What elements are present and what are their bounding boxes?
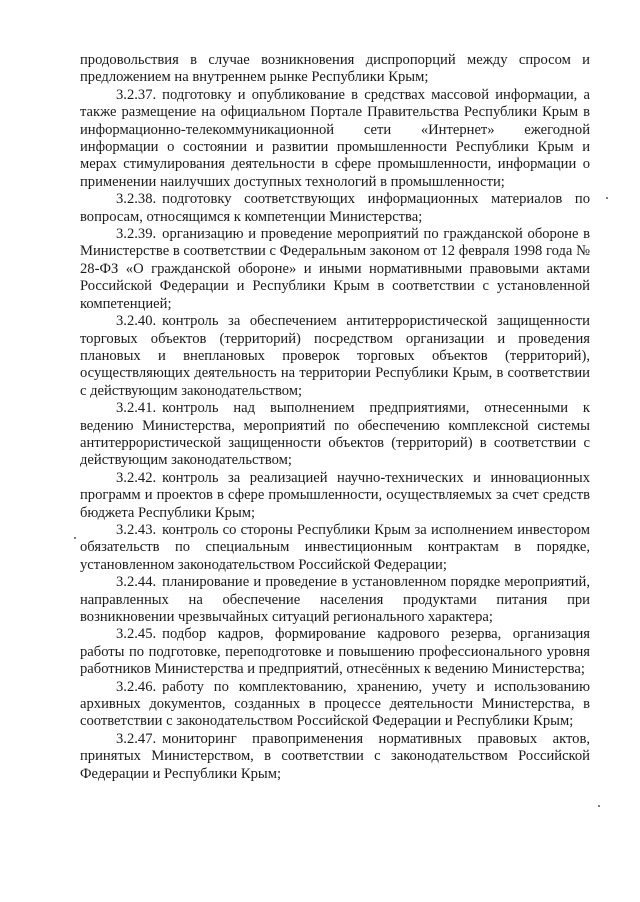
clause-paragraph — [80, 522, 590, 574]
clause-text: контроль за обеспечением антитеррористической защищенности торговых объектов (территорий) посредством организации и проведения плановых и внеплановых проверок торговых объектов (территорий), осуществляющих деятельность на территории Республики Крым, в соответствии с действующим законодательством; — [80, 313, 590, 399]
clause-number: 3.2.41. — [116, 400, 157, 417]
clause-paragraph — [80, 226, 590, 313]
clause-number: 3.2.38. — [116, 191, 157, 208]
clause-paragraph — [80, 191, 590, 226]
clause-number: 3.2.46. — [116, 678, 157, 695]
clause-text: подготовку соответствующих информационных материалов по вопросам, относящимся к компетенции Министерства; — [80, 191, 590, 225]
clause-text: планирование и проведение в установленном порядке мероприятий, направленных на обеспечение населения продуктами питания при возникновении чрезвычайных ситуаций регионального характера; — [80, 574, 590, 625]
scan-speck — [606, 197, 608, 199]
clause-paragraph — [80, 87, 590, 191]
clause-text: организацию и проведение мероприятий по гражданской обороне в Министерстве в соответствии с Федеральным законом от 12 февраля 1998 года № 28-ФЗ «О гражданской обороне» и иными нормативными правовыми актами Российской Федерации и Республики Крым в соответствии с установленной компетенцией; — [80, 226, 590, 312]
document-page — [80, 52, 590, 783]
clause-text: подготовку и опубликование в средствах массовой информации, а также размещение на официальном Портале Правительства Республики Крым в информационно-телекоммуникационной сети «Интернет» ежегодной информации о состоянии и развитии промышленности Республики Крым и мерах стимулирования деятельности в сфере промышленности, информации о применении наилучших доступных технологий в промышленности; — [80, 86, 590, 190]
clause-number: 3.2.44. — [116, 574, 157, 591]
clause-text: контроль со стороны Республики Крым за исполнением инвестором обязательств по специальным инвестиционным контрактам в порядке, установленном законодательством Российской Федерации; — [80, 521, 590, 573]
clause-paragraph — [80, 313, 590, 400]
clause-number: 3.2.47. — [116, 730, 157, 747]
clause-number: 3.2.37. — [116, 86, 157, 103]
clause-paragraph — [80, 626, 590, 678]
items-list — [80, 87, 590, 783]
scan-speck — [74, 537, 76, 539]
clause-number: 3.2.43. — [116, 521, 157, 538]
scan-speck — [598, 805, 600, 807]
clause-paragraph — [80, 400, 590, 470]
clause-text: мониторинг правоприменения нормативных правовых актов, принятых Министерством, в соответствии с законодательством Российской Федерации и Республики Крым; — [80, 730, 590, 782]
clause-number: 3.2.39. — [116, 226, 157, 243]
clause-text: контроль за реализацией научно-технических и инновационных программ и проектов в сфере промышленности, осуществляемых за счет средств бюджета Республики Крым; — [80, 469, 590, 521]
clause-text: контроль над выполнением предприятиями, отнесенными к ведению Министерства, мероприятий по обеспечению комплексной системы антитеррористической защищенности объектов (территорий) в соответствии с действующим законодательством; — [80, 400, 590, 469]
clause-number: 3.2.42. — [116, 469, 157, 486]
clause-text: работу по комплектованию, хранению, учету и использованию архивных документов, созданных в процессе деятельности Министерства, в соответствии с законодательством Российской Федерации и Республики Крым; — [80, 678, 590, 730]
clause-number: 3.2.40. — [116, 313, 157, 330]
clause-number: 3.2.45. — [116, 626, 157, 643]
clause-text: подбор кадров, формирование кадрового резерва, организация работы по подготовке, переподготовке и повышению профессионального уровня работников Министерства и предприятий, отнесённых к ведению Министерства; — [80, 626, 590, 678]
clause-paragraph — [80, 731, 590, 783]
clause-paragraph — [80, 470, 590, 522]
clause-paragraph — [80, 679, 590, 731]
lead-paragraph: продовольствия в случае возникновения диспропорций между спросом и предложением на внутреннем рынке Республики Крым; — [80, 52, 590, 86]
clause-paragraph — [80, 574, 590, 626]
